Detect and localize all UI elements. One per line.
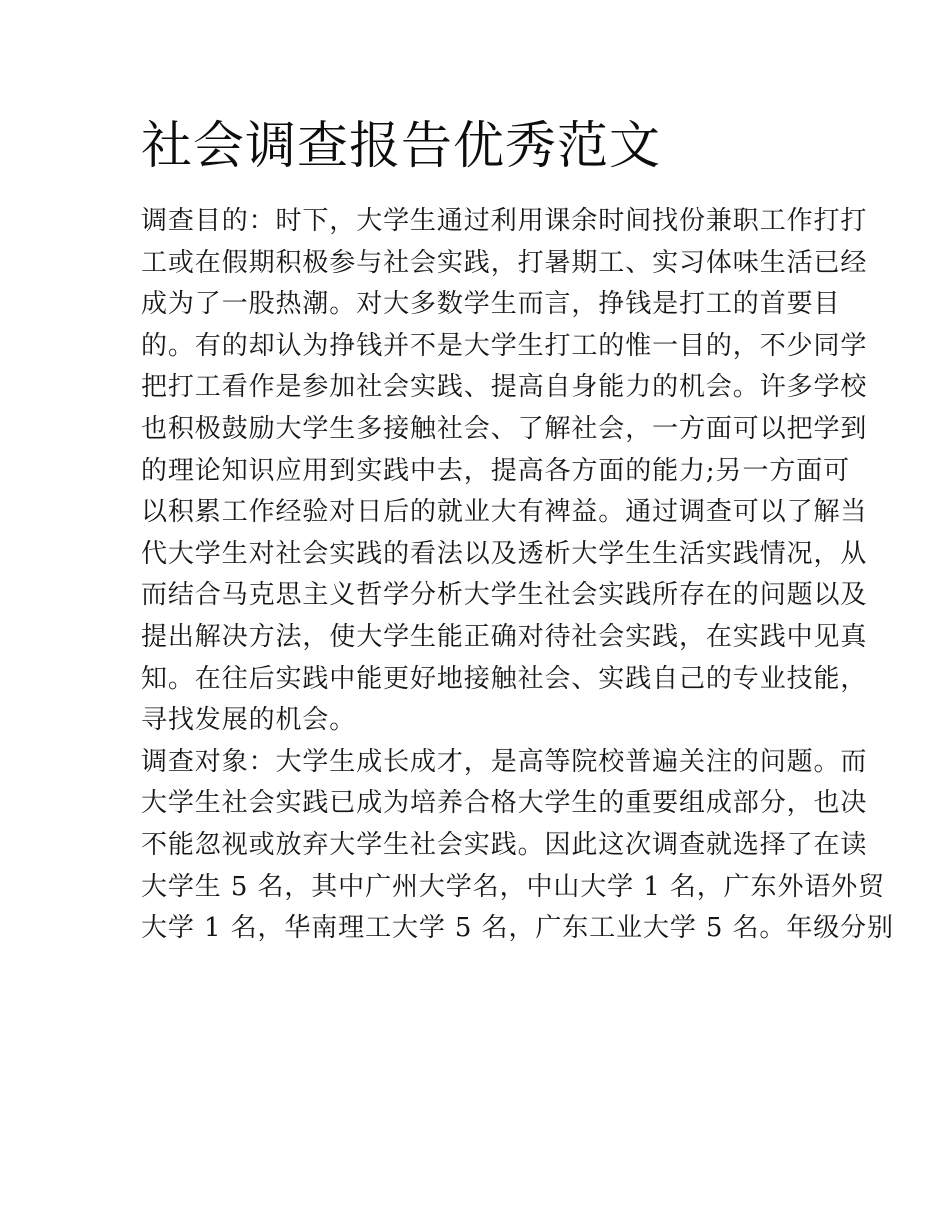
body-line: 而结合马克思主义哲学分析大学生社会实践所存在的问题以及 xyxy=(141,580,868,611)
body-line: 的。有的却认为挣钱并不是大学生打工的惟一目的，不少同学 xyxy=(141,330,868,361)
body-line: 寻找发展的机会。 xyxy=(141,705,357,736)
document-body xyxy=(141,201,894,950)
body-line: 代大学生对社会实践的看法以及透析大学生生活实践情况，从 xyxy=(141,538,868,569)
document-title: 社会调查报告优秀范文 xyxy=(141,117,662,176)
body-line: 成为了一股热潮。对大多数学生而言，挣钱是打工的首要目 xyxy=(141,289,841,320)
body-line: 大学 1 名，华南理工大学 5 名，广东工业大学 5 名。年级分别 xyxy=(141,913,894,944)
body-line: 以积累工作经验对日后的就业大有裨益。通过调查可以了解当 xyxy=(141,497,868,528)
body-line: 工或在假期积极参与社会实践，打暑期工、实习体味生活已经 xyxy=(141,247,868,278)
body-line: 把打工看作是参加社会实践、提高自身能力的机会。许多学校 xyxy=(141,372,868,403)
body-line: 提出解决方法，使大学生能正确对待社会实践，在实践中见真 xyxy=(141,621,868,652)
body-line: 大学生 5 名，其中广州大学名，中山大学 1 名，广东外语外贸 xyxy=(141,871,886,902)
body-line: 不能忽视或放弃大学生社会实践。因此这次调查就选择了在读 xyxy=(141,829,868,860)
body-line: 调查对象：大学生成长成才，是高等院校普遍关注的问题。而 xyxy=(141,746,868,777)
body-line: 知。在往后实践中能更好地接触社会、实践自己的专业技能， xyxy=(141,663,868,694)
body-line: 的理论知识应用到实践中去，提高各方面的能力;另一方面可 xyxy=(141,455,851,486)
body-line: 调查目的：时下，大学生通过利用课余时间找份兼职工作打打 xyxy=(141,206,868,236)
body-line: 也积极鼓励大学生多接触社会、了解社会，一方面可以把学到 xyxy=(141,413,868,444)
body-line: 大学生社会实践已成为培养合格大学生的重要组成部分，也决 xyxy=(141,788,868,819)
